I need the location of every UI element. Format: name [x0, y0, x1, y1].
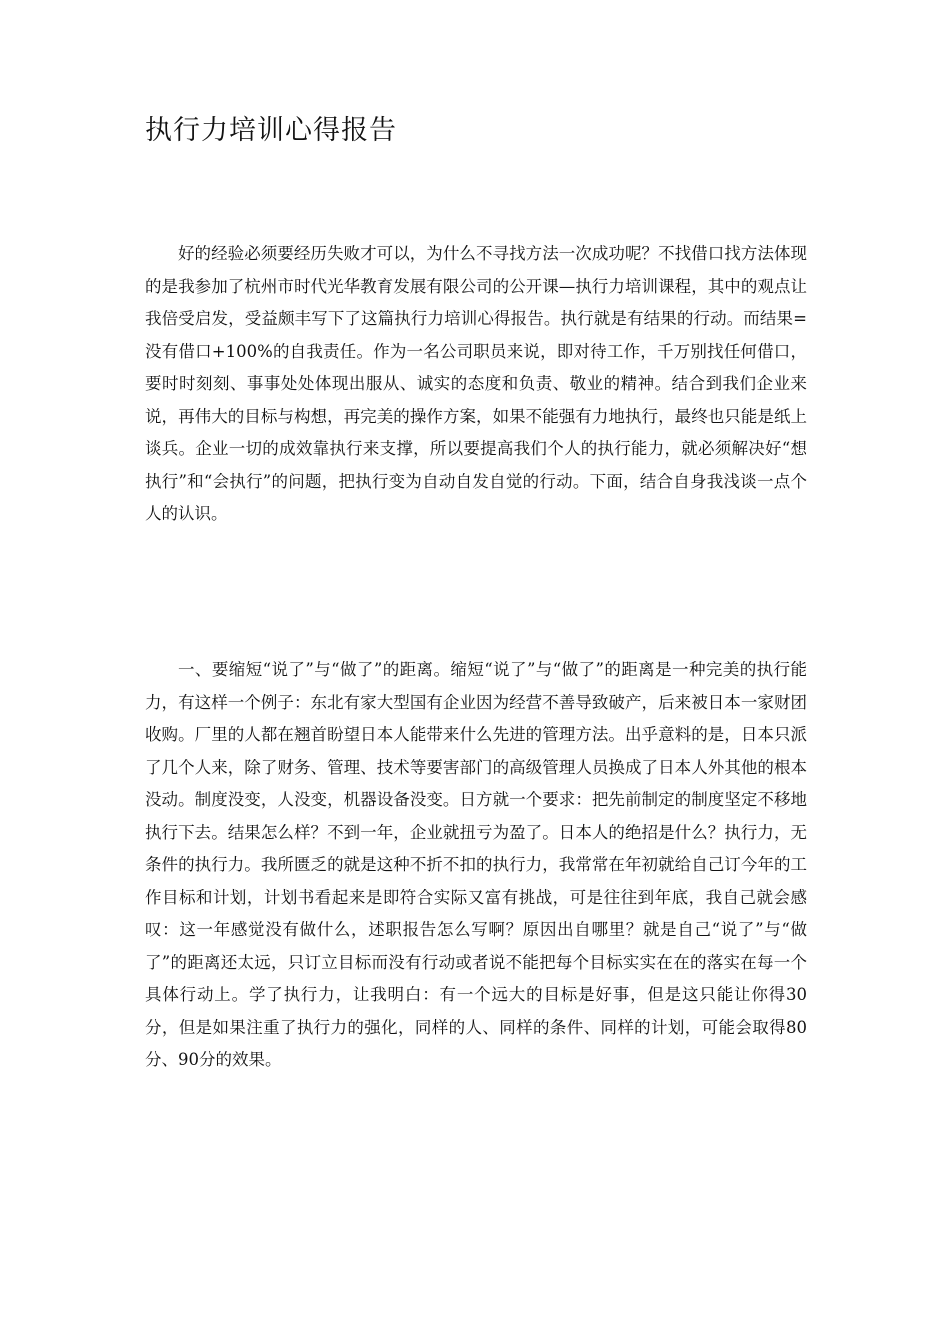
body-paragraph-intro: 好的经验必须要经历失败才可以，为什么不寻找方法一次成功呢？不找借口找方法体现的是我参加了杭州市时代光华教育发展有限公司的公开课—执行力培训课程，其中的观点让我倍受启发，受益颇丰写下了这篇执行力培训心得报告。执行就是有结果的行动。而结果=没有借口+100%的自我责任。作为一名公司职员来说，即对待工作，千万别找任何借口，要时时刻刻、事事处处体现出服从、诚实的态度和负责、敬业的精神。结合到我们企业来说，再伟大的目标与构想，再完美的操作方案，如果不能强有力地执行，最终也只能是纸上谈兵。企业一切的成效靠执行来支撑，所以要提高我们个人的执行能力，就必须解决好“想执行”和“会执行”的问题，把执行变为自动自发自觉的行动。下面，结合自身我浅谈一点个人的认识。 — [145, 244, 807, 523]
document-title: 执行力培训心得报告 — [145, 115, 397, 146]
body-paragraph-section-1: 一、要缩短“说了”与“做了”的距离。缩短“说了”与“做了”的距离是一种完美的执行能力，有这样一个例子：东北有家大型国有企业因为经营不善导致破产，后来被日本一家财团收购。厂里的人都在翘首盼望日本人能带来什么先进的管理方法。出乎意料的是，日本只派了几个人来，除了财务、管理、技术等要害部门的高级管理人员换成了日本人外其他的根本没动。制度没变，人没变，机器设备没变。日方就一个要求：把先前制定的制度坚定不移地执行下去。结果怎么样？不到一年，企业就扭亏为盈了。日本人的绝招是什么？执行力，无条件的执行力。我所匮乏的就是这种不折不扣的执行力，我常常在年初就给自己订今年的工作目标和计划，计划书看起来是即符合实际又富有挑战，可是往往到年底，我自己就会感叹：这一年感觉没有做什么，述职报告怎么写啊？原因出自哪里？就是自己“说了”与“做了”的距离还太远，只订立目标而没有行动或者说不能把每个目标实实在在的落实在每一个具体行动上。学了执行力，让我明白：有一个远大的目标是好事，但是这只能让你得30分，但是如果注重了执行力的强化，同样的人、同样的条件、同样的计划，可能会取得80分、90分的效果。 — [145, 660, 807, 1069]
